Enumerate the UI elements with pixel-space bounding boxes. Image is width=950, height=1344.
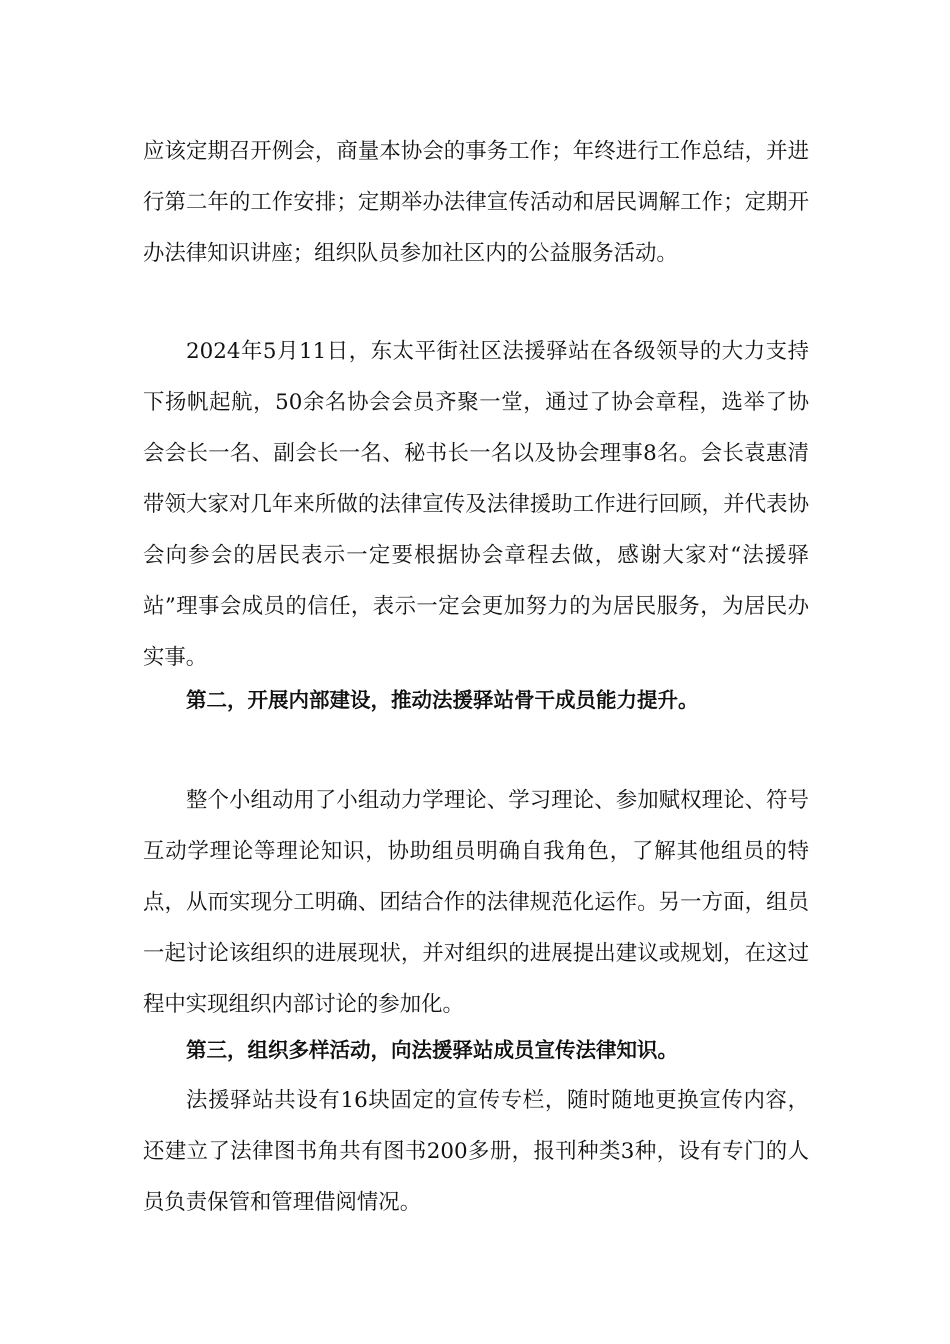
paragraph-group-theory: 整个小组动用了小组动力学理论、学习理论、参加赋权理论、符号互动学理论等理论知识，协助组员明确自我角色，了解其他组员的特点，从而实现分工明确、团结合作的法律规范化运作。另一方面，组员一起讨论该组织的进展现状，并对组织的进展提出建议或规划，在这过程中实现组织内部讨论的参加化。 [143, 788, 809, 1017]
paragraph-publicity-columns: 法援驿站共设有16块固定的宣传专栏，随时随地更换宣传内容，还建立了法律图书角共有图书200多册，报刊种类3种，设有专门的人员负责保管和管理借阅情况。 [143, 1088, 809, 1215]
heading-diverse-activities: 第三，组织多样活动，向法援驿站成员宣传法律知识。 [186, 1038, 678, 1062]
paragraph-meeting-duties: 应该定期召开例会，商量本协会的事务工作；年终进行工作总结，并进行第二年的工作安排；定期举办法律宣传活动和居民调解工作；定期开办法律知识讲座；组织队员参加社区内的公益服务活动。 [143, 139, 809, 266]
heading-internal-construction: 第二，开展内部建设，推动法援驿站骨干成员能力提升。 [186, 688, 699, 712]
paragraph-station-launch: 2024年5月11日，东太平街社区法援驿站在各级领导的大力支持下扬帆起航，50余名协会会员齐聚一堂，通过了协会章程，选举了协会会长一名、副会长一名、秘书长一名以及协会理事8名。会长袁惠清带领大家对几年来所做的法律宣传及法律援助工作进行回顾，并代表协会向参会的居民表示一定要根据协会章程去做，感谢大家对“法援驿站”理事会成员的信任，表示一定会更加努力的为居民服务，为居民办实事。 [143, 339, 809, 670]
